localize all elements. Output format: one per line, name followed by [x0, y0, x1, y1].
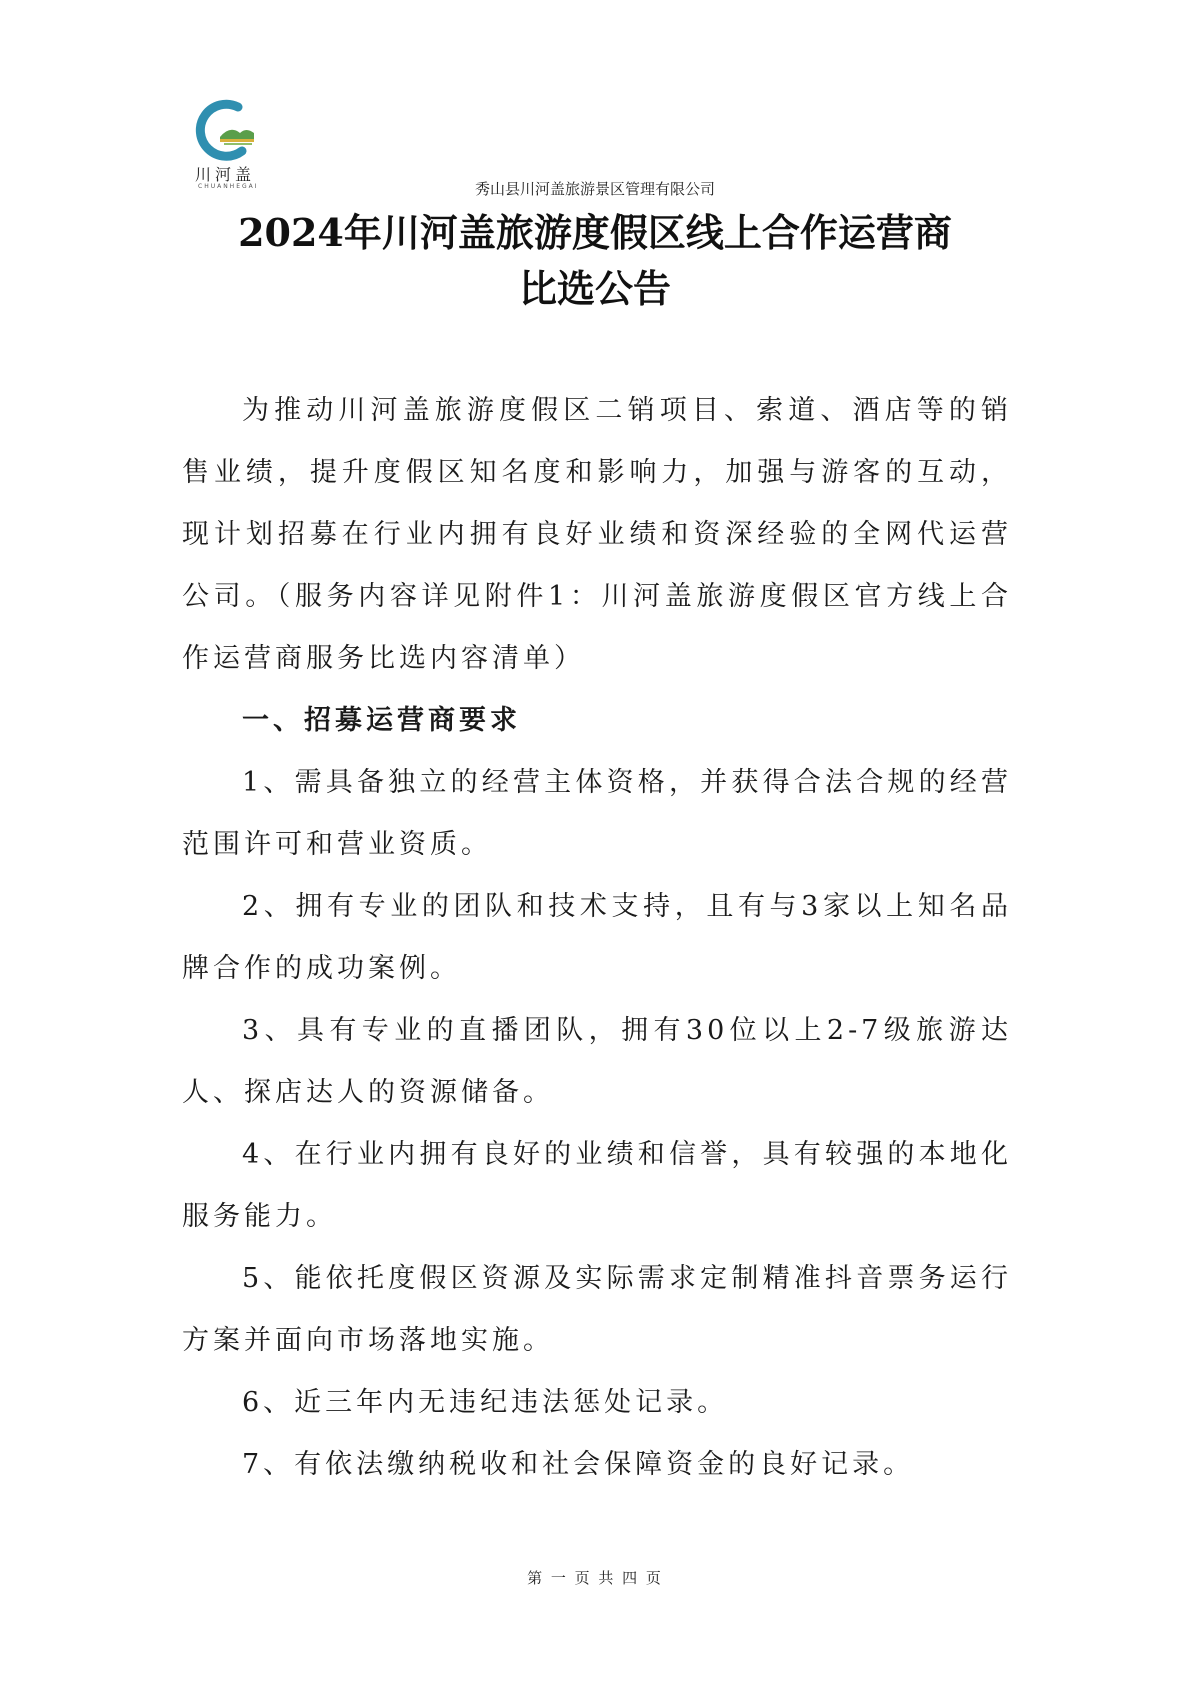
- section-heading: 一、招募运营商要求: [242, 705, 521, 736]
- title-line-2: 比选公告: [518, 266, 671, 311]
- title-line-1: 2024年川河盖旅游度假区线上合作运营商: [238, 210, 952, 255]
- logo-subtext: CHUANHEGAI: [198, 183, 259, 190]
- requirement-item: 3、具有专业的直播团队，拥有30位以上2-7级旅游达人、探店达人的资源储备。: [182, 1015, 1012, 1108]
- document-body: [182, 380, 1012, 1496]
- requirement-item: 4、在行业内拥有良好的业绩和信誉，具有较强的本地化服务能力。: [182, 1139, 1012, 1232]
- requirement-item: 7、有依法缴纳税收和社会保障资金的良好记录。: [242, 1449, 915, 1480]
- requirement-item: 6、近三年内无违纪违法惩处记录。: [242, 1387, 729, 1418]
- requirement-item: 5、能依托度假区资源及实际需求定制精准抖音票务运行方案并面向市场落地实施。: [182, 1263, 1012, 1356]
- requirement-item: 1、需具备独立的经营主体资格，并获得合法合规的经营范围许可和营业资质。: [182, 767, 1012, 860]
- page-number: 第 一 页 共 四 页: [527, 1569, 663, 1587]
- document-title: [0, 205, 1190, 317]
- requirement-item: 2、拥有专业的团队和技术支持，且有与3家以上知名品牌合作的成功案例。: [182, 891, 1012, 984]
- intro-paragraph: 为推动川河盖旅游度假区二销项目、索道、酒店等的销售业绩，提升度假区知名度和影响力，加强与游客的互动，现计划招募在行业内拥有良好业绩和资深经验的全网代运营公司。（服务内容详见附件1：川河盖旅游度假区官方线上合作运营商服务比选内容清单）: [182, 395, 1012, 674]
- logo-emblem-icon: [190, 95, 270, 165]
- company-name: 秀山县川河盖旅游景区管理有限公司: [474, 180, 715, 198]
- logo-text: 川河盖: [195, 165, 256, 184]
